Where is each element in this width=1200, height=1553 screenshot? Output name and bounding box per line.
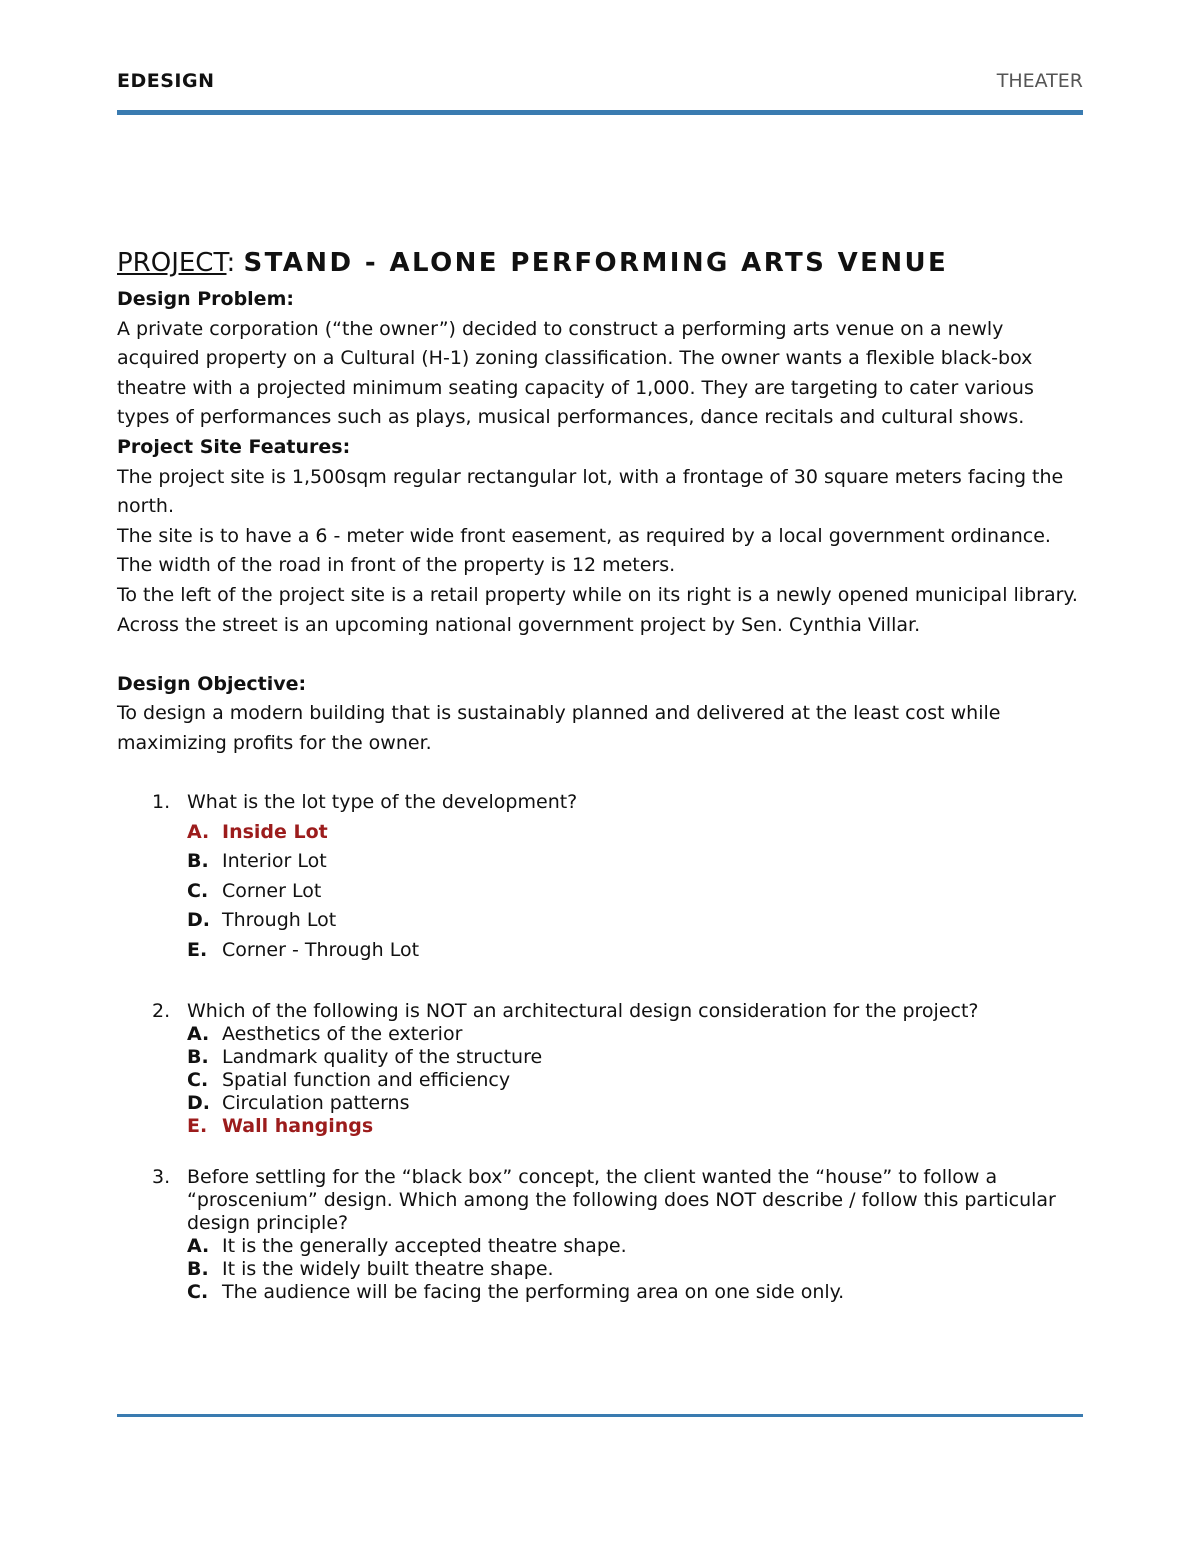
option-letter: B. (187, 1257, 209, 1280)
spacer (117, 759, 1083, 789)
spacer (117, 640, 1083, 670)
option-letter: C. (187, 1280, 209, 1303)
header-rule (117, 110, 1083, 115)
option-letter: D. (187, 909, 210, 932)
design-objective-text: To design a modern building that is sustainably planned and delivered at the least cost while maximizing profits for the owner. (117, 702, 1001, 754)
option-letter: A. (187, 820, 210, 843)
option-text: The audience will be facing the performing area on one side only. (222, 1280, 845, 1303)
option-letter: A. (187, 1022, 210, 1045)
site-feature: The project site is 1,500sqm regular rectangular lot, with a frontage of 30 square meters facing the north. (117, 465, 1064, 518)
option-text: It is the generally accepted theatre shape. (222, 1234, 627, 1257)
option (187, 847, 1083, 877)
question-number: 2. (152, 999, 171, 1022)
option (187, 936, 1083, 966)
option-letter: C. (187, 1068, 209, 1091)
project-colon: : (226, 248, 236, 278)
option (187, 1258, 1083, 1281)
option-list (187, 818, 1083, 966)
site-feature: Across the street is an upcoming national government project by Sen. Cynthia Villar. (117, 613, 921, 636)
question-text: Which of the following is NOT an architectural design consideration for the project? (187, 999, 979, 1022)
design-objective-heading: Design Objective: (117, 672, 307, 695)
option (187, 877, 1083, 907)
question-number: 3. (152, 1165, 171, 1188)
header-brand: EDESIGN (117, 70, 215, 92)
option (187, 1235, 1083, 1258)
option (187, 1069, 1083, 1092)
footer-rule (117, 1414, 1083, 1417)
option-text: Wall hangings (222, 1114, 374, 1137)
option-text: Corner Lot (222, 879, 322, 902)
site-feature: To the left of the project site is a retail property while on its right is a newly opened municipal library. (117, 583, 1078, 606)
project-title (117, 245, 1083, 281)
project-label: PROJECT (117, 248, 227, 278)
option-text: Interior Lot (222, 850, 327, 873)
option-letter: E. (187, 1114, 208, 1137)
option-letter: E. (187, 939, 208, 962)
option-text: Inside Lot (222, 820, 328, 843)
question-list (117, 788, 1083, 1304)
option-letter: B. (187, 850, 209, 873)
option-text: Circulation patterns (222, 1091, 410, 1114)
site-features-heading: Project Site Features: (117, 435, 351, 458)
option-text: Aesthetics of the exterior (222, 1022, 463, 1045)
project-name: STAND - ALONE PERFORMING ARTS VENUE (243, 248, 949, 278)
question-text: Before settling for the “black box” concept, the client wanted the “house” to follow a “proscenium” design. Which among the following does NOT describe / follow this particular design principle? (187, 1165, 1056, 1234)
option (187, 1046, 1083, 1069)
option-text: Landmark quality of the structure (222, 1045, 543, 1068)
option-text: It is the widely built theatre shape. (222, 1257, 554, 1280)
question-1 (117, 788, 1083, 966)
question-text: What is the lot type of the development? (187, 791, 578, 814)
page-header (117, 70, 1083, 94)
header-section: THEATER (996, 70, 1083, 92)
option-text: Corner - Through Lot (222, 939, 420, 962)
option-letter: D. (187, 1091, 210, 1114)
design-problem-heading: Design Problem: (117, 288, 294, 310)
option (187, 1281, 1083, 1304)
design-problem-text: A private corporation (“the owner”) decided to construct a performing arts venue on a newly acquired property on a Cultural (H-1) zoning classification. The owner wants a flexible black-box theatre with a projected minimum seating capacity of 1,000. They are targeting to cater various types of performances such as plays, musical performances, dance recitals and cultural shows. (117, 317, 1034, 429)
option-text: Spatial function and efficiency (222, 1068, 511, 1091)
question-number: 1. (152, 791, 171, 814)
site-feature: The site is to have a 6 - meter wide front easement, as required by a local government ordinance. (117, 524, 1051, 547)
option-list (187, 1235, 1083, 1304)
option-letter: C. (187, 879, 209, 902)
option-correct (187, 1115, 1083, 1138)
option (187, 1023, 1083, 1046)
question-3 (117, 1166, 1083, 1304)
option-letter: B. (187, 1045, 209, 1068)
site-feature: The width of the road in front of the property is 12 meters. (117, 554, 676, 577)
option (187, 1092, 1083, 1115)
option-correct (187, 818, 1083, 848)
question-2 (117, 1000, 1083, 1138)
document-body (117, 245, 1083, 1304)
option-letter: A. (187, 1234, 210, 1257)
option (187, 906, 1083, 936)
option-list (187, 1023, 1083, 1138)
option-text: Through Lot (222, 909, 337, 932)
